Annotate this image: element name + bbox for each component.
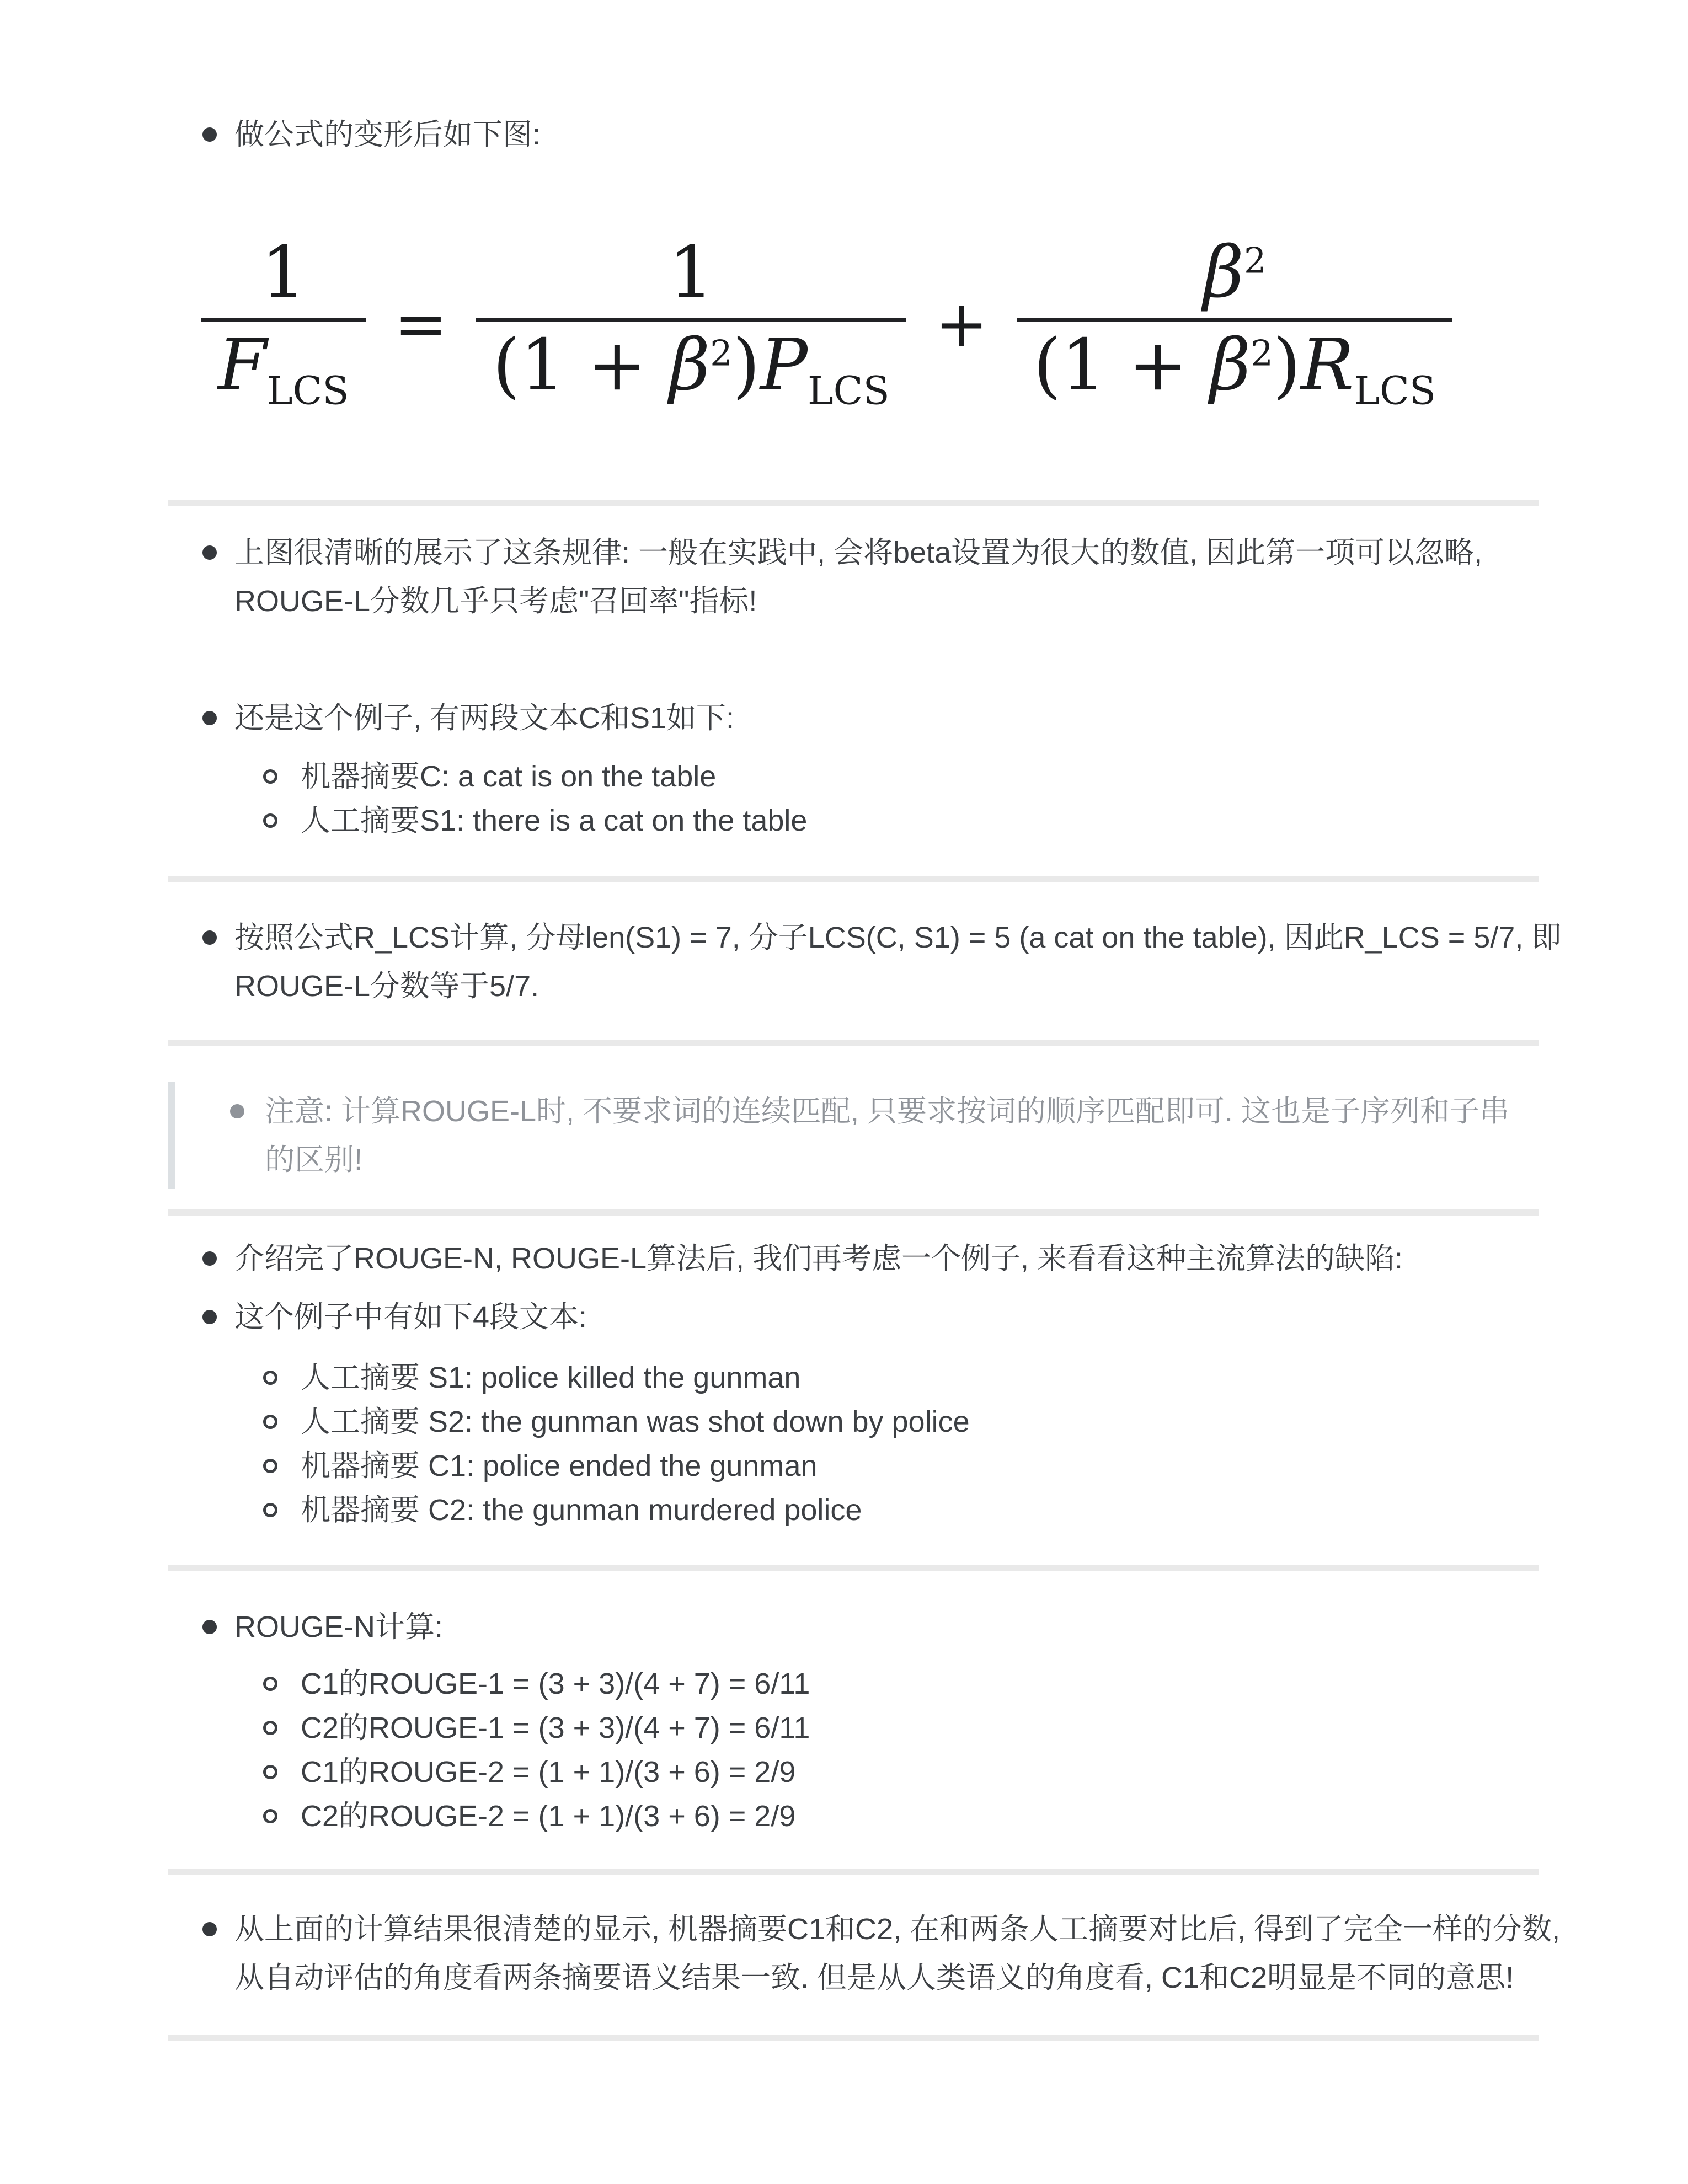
divider xyxy=(168,500,1539,506)
paragraph-line: 从自动评估的角度看两条摘要语义结果一致. 但是从人类语义的角度看, C1和C2明显是不同的意思! xyxy=(234,1961,1514,1994)
list-item xyxy=(168,1750,1539,1794)
list-item xyxy=(168,1400,1539,1444)
paragraph-line: ROUGE-L分数等于5/7. xyxy=(234,970,539,1003)
note-callout xyxy=(168,1082,1539,1189)
list-item-text: 做公式的变形后如下图: xyxy=(234,118,541,151)
bullet-icon xyxy=(202,545,217,560)
list-item xyxy=(168,1905,1561,2002)
list-item-text: 介绍完了ROUGE-N, ROUGE-L算法后, 我们再考虑一个例子, 来看看这种主流算法的缺陷: xyxy=(234,1242,1403,1275)
list-item xyxy=(168,754,1539,799)
list-item-text: 人工摘要 S2: the gunman was shot down by police xyxy=(301,1405,970,1438)
fraction-numerator xyxy=(1195,231,1274,318)
nested-list xyxy=(168,754,1539,843)
bullet-icon xyxy=(230,1104,244,1118)
note-line: 注意: 计算ROUGE-L时, 不要求词的连续匹配, 只要求按词的顺序匹配即可. 这也是子序列和子串 xyxy=(265,1095,1510,1128)
math-superscript: 2 xyxy=(710,333,733,374)
list-item xyxy=(168,694,1539,742)
fraction-lhs xyxy=(201,231,366,414)
circle-icon xyxy=(263,1721,277,1735)
bullet-icon xyxy=(202,1620,217,1634)
list-item-text: 机器摘要C: a cat is on the table xyxy=(301,760,717,793)
fraction-bar xyxy=(476,318,906,322)
math-text: (1 + xyxy=(1033,324,1210,407)
bullet-icon xyxy=(202,127,217,142)
document-page xyxy=(168,0,1562,2041)
divider xyxy=(168,1869,1539,1875)
fraction-term2 xyxy=(1017,231,1452,414)
math-beta: β xyxy=(1203,231,1244,314)
list-item-text: 这个例子中有如下4段文本: xyxy=(234,1300,587,1334)
math-var: F xyxy=(218,324,267,407)
circle-icon xyxy=(263,1459,277,1473)
circle-icon xyxy=(263,1415,277,1429)
list-item-text: 机器摘要 C1: police ended the gunman xyxy=(301,1449,818,1482)
list-item xyxy=(168,110,1539,159)
math-beta: β xyxy=(1210,324,1251,407)
list-item-text: C2的ROUGE-1 = (3 + 3)/(4 + 7) = 6/11 xyxy=(301,1711,810,1744)
list-item xyxy=(168,1293,1539,1341)
list-item-text: C1的ROUGE-1 = (3 + 3)/(4 + 7) = 6/11 xyxy=(301,1667,810,1700)
fraction-numerator: 1 xyxy=(261,231,306,314)
list-item xyxy=(168,1662,1539,1706)
divider xyxy=(168,876,1539,882)
fraction-denominator xyxy=(476,322,906,414)
fraction-bar xyxy=(1017,318,1452,322)
math-subscript: LCS xyxy=(266,368,349,414)
fraction-bar xyxy=(201,318,366,322)
bullet-icon xyxy=(202,1251,217,1266)
divider xyxy=(168,2035,1539,2041)
list-item xyxy=(168,1488,1539,1532)
circle-icon xyxy=(263,1765,277,1779)
list-item-text: 人工摘要 S1: police killed the gunman xyxy=(301,1361,801,1394)
math-superscript: 2 xyxy=(1243,240,1267,281)
divider xyxy=(168,1209,1539,1216)
fraction-term1 xyxy=(476,231,906,414)
circle-icon xyxy=(263,1503,277,1517)
list-item-text: 人工摘要S1: there is a cat on the table xyxy=(301,804,808,837)
list-item xyxy=(168,913,1562,1010)
list-item xyxy=(168,528,1539,625)
note-line: 的区别! xyxy=(265,1143,363,1176)
paragraph-line: 上图很清晰的展示了这条规律: 一般在实践中, 会将beta设置为很大的数值, 因此第一项可以忽略, xyxy=(234,536,1483,569)
bullet-icon xyxy=(202,1310,217,1324)
nested-list xyxy=(168,1356,1539,1532)
equals-sign: = xyxy=(394,287,448,361)
circle-icon xyxy=(263,769,277,784)
circle-icon xyxy=(263,813,277,828)
list-item-text: 机器摘要 C2: the gunman murdered police xyxy=(301,1494,862,1527)
plus-sign: + xyxy=(934,287,989,361)
list-item xyxy=(168,1444,1539,1488)
circle-icon xyxy=(263,1371,277,1385)
math-text: ) xyxy=(1273,324,1301,407)
divider xyxy=(168,1565,1539,1571)
circle-icon xyxy=(263,1677,277,1691)
divider xyxy=(168,1040,1539,1046)
bullet-icon xyxy=(202,1922,217,1936)
fraction-denominator xyxy=(201,322,366,414)
fraction-denominator xyxy=(1017,322,1452,414)
list-item xyxy=(168,1706,1539,1750)
math-var: R xyxy=(1300,324,1354,407)
list-item xyxy=(168,1603,1539,1651)
circle-icon xyxy=(263,1809,277,1823)
math-subscript: LCS xyxy=(807,368,890,414)
math-superscript: 2 xyxy=(1251,333,1273,374)
nested-list xyxy=(168,1662,1539,1838)
fraction-numerator: 1 xyxy=(669,231,714,314)
list-item xyxy=(168,1794,1539,1838)
list-item xyxy=(168,1356,1539,1400)
paragraph-line: ROUGE-L分数几乎只考虑"召回率"指标! xyxy=(234,585,757,618)
list-item xyxy=(168,799,1539,843)
bullet-icon xyxy=(202,711,217,725)
list-item xyxy=(168,1234,1539,1283)
math-var: P xyxy=(760,324,808,407)
math-beta: β xyxy=(669,324,711,407)
list-item-text: C1的ROUGE-2 = (1 + 1)/(3 + 6) = 2/9 xyxy=(301,1755,796,1789)
paragraph-line: 从上面的计算结果很清楚的显示, 机器摘要C1和C2, 在和两条人工摘要对比后, 得到了完全一样的分数, xyxy=(234,1913,1561,1946)
list-item-text: 还是这个例子, 有两段文本C和S1如下: xyxy=(234,702,735,735)
math-subscript: LCS xyxy=(1354,368,1436,414)
list-item-text: C2的ROUGE-2 = (1 + 1)/(3 + 6) = 2/9 xyxy=(301,1800,796,1833)
math-formula xyxy=(201,221,1539,427)
list-item-text: ROUGE-N计算: xyxy=(234,1610,443,1644)
math-text: (1 + xyxy=(493,324,670,407)
math-text: ) xyxy=(732,324,760,407)
paragraph-line: 按照公式R_LCS计算, 分母len(S1) = 7, 分子LCS(C, S1) = 5 (a cat on the table), 因此R_LCS = 5/7, 即 xyxy=(234,921,1562,954)
bullet-icon xyxy=(202,930,217,945)
